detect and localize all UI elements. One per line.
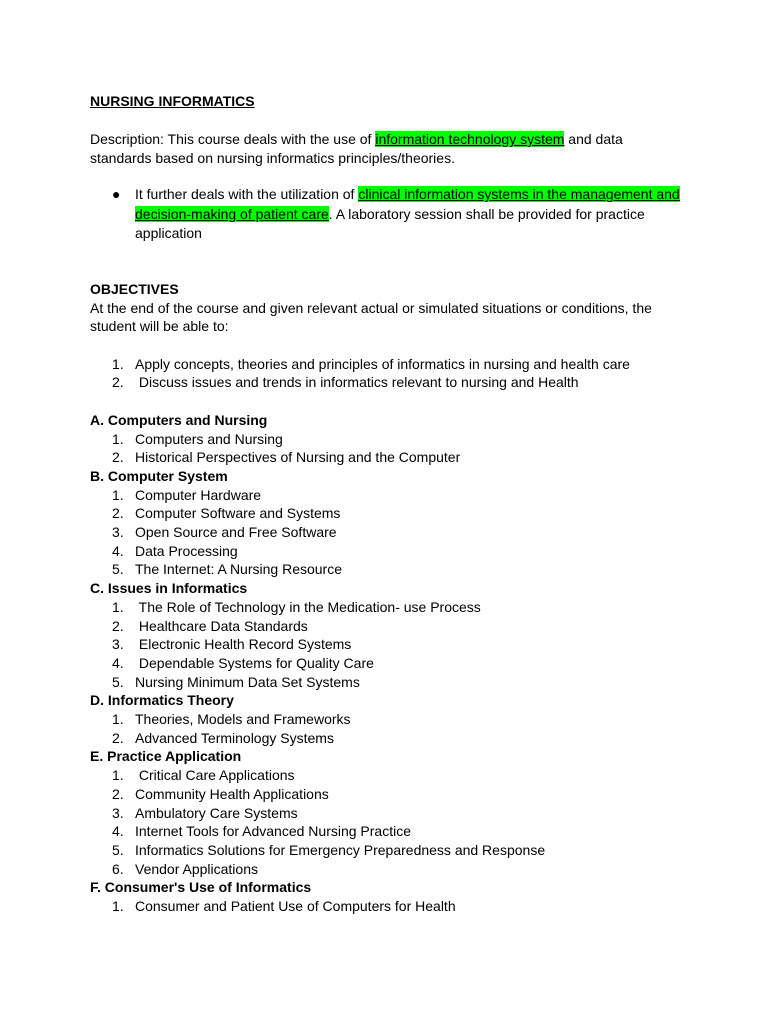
section-heading: C. Issues in Informatics [90, 580, 248, 597]
section-heading: D. Informatics Theory [90, 692, 234, 709]
bullet-highlight-1: clinical information systems in the management and [358, 186, 680, 203]
list-item: 2. Healthcare Data Standards [112, 617, 308, 634]
objectives-heading: OBJECTIVES [90, 280, 179, 297]
list-item: 4. Data Processing [112, 542, 238, 559]
description-line-1 [90, 130, 690, 149]
bullet-prefix: It further deals with the utilization of [135, 186, 359, 203]
bullet-suffix: . A laboratory session shall be provided for practice [328, 205, 645, 222]
list-item: 5. The Internet: A Nursing Resource [112, 561, 342, 578]
bullet-highlight-2: decision-making of patient care [135, 205, 329, 222]
list-item: 1. Computers and Nursing [112, 430, 283, 447]
list-item: 3. Electronic Health Record Systems [112, 636, 352, 653]
list-item: 1. The Role of Technology in the Medication- use Process [112, 598, 481, 615]
list-item: 6. Vendor Applications [112, 860, 258, 877]
bullet-icon: ● [112, 186, 121, 203]
bullet-line-3: application [135, 225, 202, 242]
list-item: 1. Computer Hardware [112, 486, 262, 503]
section-heading: F. Consumer's Use of Informatics [90, 879, 312, 896]
list-item: 1. Consumer and Patient Use of Computers for Health [112, 898, 456, 915]
description-suffix: and data [564, 131, 623, 147]
objectives-list [90, 355, 690, 392]
objectives-intro-1: At the end of the course and given relevant actual or simulated situations or conditions, the [90, 299, 652, 316]
list-item: 1. Theories, Models and Frameworks [112, 711, 351, 728]
section-heading: B. Computer System [90, 467, 228, 484]
list-item: 2. Historical Perspectives of Nursing and the Computer [112, 449, 461, 466]
description-line-2: standards based on nursing informatics principles/theories. [90, 149, 455, 166]
document-title: NURSING INFORMATICS [90, 93, 255, 109]
list-item: 5. Informatics Solutions for Emergency Preparedness and Response [112, 841, 546, 858]
list-item: 4. Dependable Systems for Quality Care [112, 654, 374, 671]
bullet-line-2 [135, 205, 690, 225]
section-heading: A. Computers and Nursing [90, 411, 268, 428]
description-highlight: information technology system [375, 131, 565, 147]
list-item: 2. Computer Software and Systems [112, 505, 341, 522]
list-item: 2. Community Health Applications [112, 785, 329, 802]
objectives-intro-2: student will be able to: [90, 318, 229, 335]
document-content [90, 92, 690, 916]
bullet-line-1 [135, 185, 690, 205]
topic-sections [90, 411, 690, 916]
list-item: 3. Open Source and Free Software [112, 524, 337, 541]
description-prefix: Description: This course deals with the use of [90, 131, 376, 147]
list-item: 2. Advanced Terminology Systems [112, 729, 334, 746]
list-item: 4. Internet Tools for Advanced Nursing Practice [112, 823, 412, 840]
list-item: 2. Discuss issues and trends in informatics relevant to nursing and Health [112, 374, 579, 391]
list-item: 3. Ambulatory Care Systems [112, 804, 298, 821]
list-item: 1. Apply concepts, theories and principles of informatics in nursing and health care [112, 355, 630, 372]
list-item: 1. Critical Care Applications [112, 767, 295, 784]
bullet-item [90, 185, 690, 244]
list-item: 5. Nursing Minimum Data Set Systems [112, 673, 360, 690]
section-heading: E. Practice Application [90, 748, 242, 765]
